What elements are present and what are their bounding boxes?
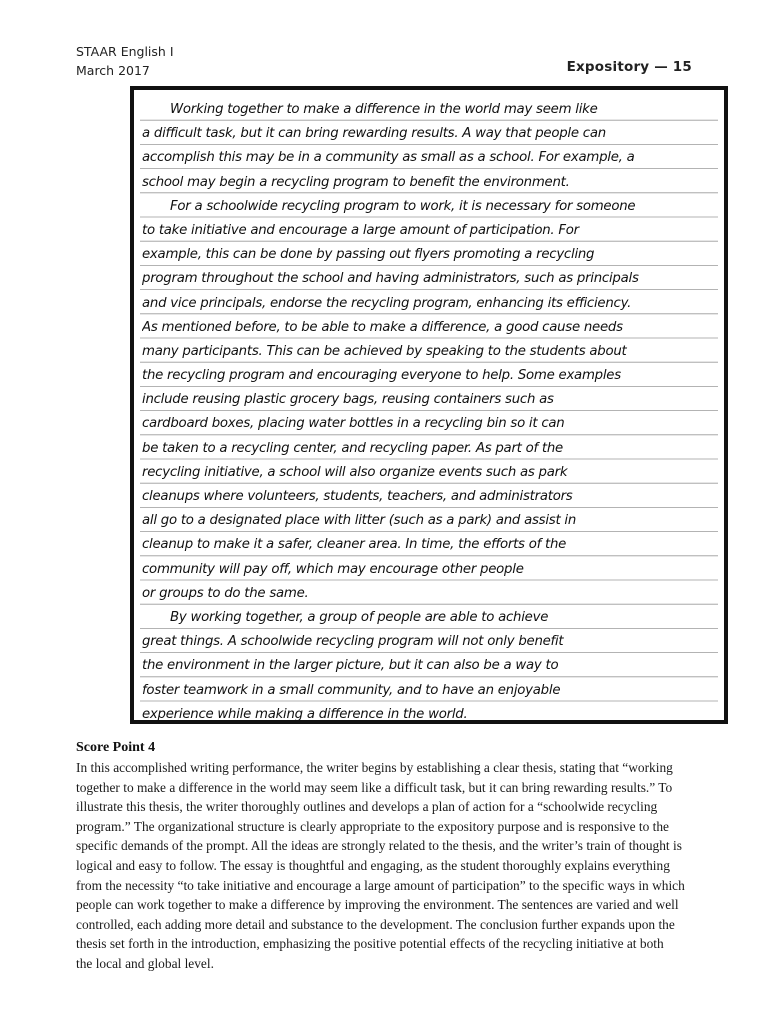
commentary-line: specific demands of the prompt. All the ideas are strongly related to the thesis, and the writer’s train of thought is xyxy=(76,838,682,854)
commentary-line: In this accomplished writing performance, the writer begins by establishing a clear thesis, stating that “working xyxy=(76,760,673,775)
commentary-line: illustrate this thesis, the writer thoroughly outlines and develops a plan of action for a “schoolwide recycling xyxy=(76,799,658,815)
essay-line: For a schoolwide recycling program to work, it is necessary for someone xyxy=(170,198,636,214)
commentary-line: logical and easy to follow. The essay is thoughtful and engaging, as the student thoroughly explains everything xyxy=(76,857,670,873)
essay-line: many participants. This can be achieved by speaking to the students about xyxy=(142,343,627,359)
test-date: March 2017 xyxy=(76,63,150,78)
commentary-line: program.” The organizational structure is clearly appropriate to the expository purpose and is responsive to the xyxy=(76,818,669,834)
handwritten-essay-box xyxy=(130,86,728,724)
essay-line: By working together, a group of people are able to achieve xyxy=(170,609,549,625)
essay-line: all go to a designated place with litter (such as a park) and assist in xyxy=(142,513,576,529)
commentary-line: people can work together to make a difference by improving the environment. The sentences are varied and well xyxy=(76,897,679,913)
section-page-label: Expository — 15 xyxy=(566,59,692,75)
essay-line: cleanup to make it a safer, cleaner area. In time, the efforts of the xyxy=(142,537,567,553)
essay-line: a difficult task, but it can bring rewarding results. A way that people can xyxy=(142,126,606,142)
essay-line: foster teamwork in a small community, and to have an enjoyable xyxy=(142,682,561,698)
page-header-left xyxy=(76,42,174,80)
commentary-line: the local and global level. xyxy=(76,955,214,971)
essay-line: program throughout the school and having administrators, such as principals xyxy=(142,271,639,287)
essay-line: be taken to a recycling center, and recycling paper. As part of the xyxy=(142,440,563,456)
commentary-line: controlled, each adding more detail and substance to the development. The conclusion further expands upon the xyxy=(76,916,675,932)
essay-line: example, this can be done by passing out flyers promoting a recycling xyxy=(142,247,595,263)
essay-line: accomplish this may be in a community as small as a school. For example, a xyxy=(142,150,635,166)
course-title: STAAR English I xyxy=(76,44,174,59)
essay-line: community will pay off, which may encourage other people xyxy=(142,561,524,577)
essay-line: the environment in the larger picture, but it can also be a way to xyxy=(142,658,559,674)
essay-line: Working together to make a difference in the world may seem like xyxy=(170,102,598,117)
essay-text xyxy=(142,98,716,724)
essay-line: school may begin a recycling program to benefit the environment. xyxy=(142,174,570,190)
commentary-line: together to make a difference in the world may seem like a difficult task, but it can bring rewarding results.” To xyxy=(76,779,673,795)
commentary-line: from the necessity “to take initiative and encourage a large amount of participation” to the specific ways in which xyxy=(76,877,685,893)
essay-line: to take initiative and encourage a large amount of participation. For xyxy=(142,222,579,238)
essay-line: cardboard boxes, placing water bottles in a recycling bin so it can xyxy=(142,416,565,432)
commentary-line: thesis set forth in the introduction, emphasizing the positive potential effects of the recycling initiative at both xyxy=(76,936,664,952)
score-point-title: Score Point 4 xyxy=(76,740,156,755)
essay-line: experience while making a difference in the world. xyxy=(142,706,468,722)
score-commentary xyxy=(76,758,696,974)
essay-line: cleanups where volunteers, students, teachers, and administrators xyxy=(142,489,573,504)
essay-line: great things. A schoolwide recycling program will not only benefit xyxy=(142,634,564,650)
essay-line: recycling initiative, a school will also organize events such as park xyxy=(142,464,568,480)
essay-line: or groups to do the same. xyxy=(142,585,309,601)
essay-line: As mentioned before, to be able to make a difference, a good cause needs xyxy=(142,319,623,335)
essay-line: the recycling program and encouraging everyone to help. Some examples xyxy=(142,368,621,384)
essay-line: include reusing plastic grocery bags, reusing containers such as xyxy=(142,392,554,408)
essay-line: and vice principals, endorse the recycling program, enhancing its efficiency. xyxy=(142,295,632,311)
